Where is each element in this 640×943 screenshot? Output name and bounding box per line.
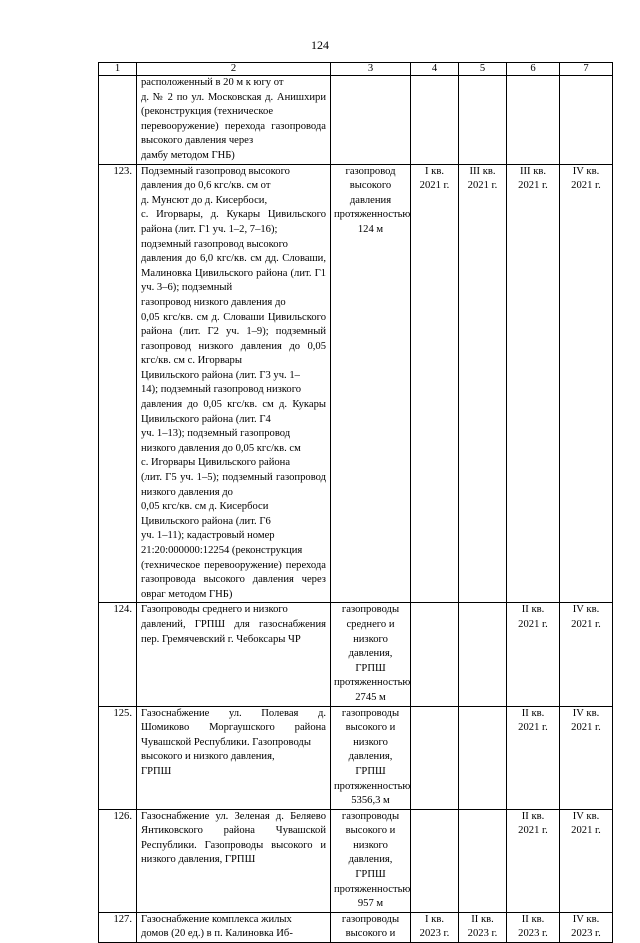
row-number: 126.: [99, 809, 137, 912]
header-cell: 3: [331, 63, 411, 76]
table-row: [99, 706, 613, 809]
row-number: 123.: [99, 164, 137, 603]
header-cell: 4: [411, 63, 459, 76]
date-cell: [411, 603, 459, 706]
object-description: Подземный газопровод высокого давления до 0,6 кгс/кв. см от д. Мунсют до д. Кисербоси, с. Игорвары, д. Кукары Цивильского района (лит. Г1 уч. 1–2, 7–16); подземный газопровод высокого давления до 6,0 кгс/кв. см дд. Словаши, Малиновка Цивильского района (лит. Г1 уч. 3–6); подземный газопровод низкого давления до 0,05 кгс/кв. см д. Словаши Цивильского района (лит. Г2 уч. 1–9); подземный газопровод низкого давления до 0,05 кгс/кв. см с. Игорвары Цивильского района (лит. Г3 уч. 1– 14); подземный газопровод низкого давления до 0,05 кгс/кв. см д. Кукары Цивильского района (лит. Г4 уч. 1–13); подземный газопровод низкого давления до 0,05 кгс/кв. см с. Игорвары Цивильского района (лит. Г5 уч. 1–5); подземный газопровод низкого давления до 0,05 кгс/кв. см д. Кисербоси Цивильского района (лит. Г6 уч. 1–11); кадастровый номер 21:20:000000:12254 (реконструкция (техническое перевооружение) перехода газопровода высокого давления через овраг методом ГНБ): [137, 164, 331, 603]
date-cell: I кв. 2021 г.: [411, 164, 459, 603]
object-description: расположенный в 20 м к югу от д. № 2 по ул. Московская д. Анишхири (реконструкция (техническое перевооружение) перехода газопровода высокого давления через дамбу методом ГНБ): [137, 76, 331, 165]
capacity-cell: газопровод высокого давления протяженностью 124 м: [331, 164, 411, 603]
header-cell: 2: [137, 63, 331, 76]
date-cell: [459, 706, 507, 809]
date-cell: IV кв. 2021 г.: [560, 809, 613, 912]
table-row: [99, 809, 613, 912]
date-cell: II кв. 2021 г.: [507, 603, 560, 706]
date-cell: [459, 603, 507, 706]
object-description: Газоснабжение ул. Полевая д. Шомиково Моргаушского района Чувашской Республики. Газопроводы высокого и низкого давления, ГРПШ: [137, 706, 331, 809]
object-description: Газопроводы среднего и низкого давлений, ГРПШ для газоснабжения пер. Гремячевский г. Чебоксары ЧР: [137, 603, 331, 706]
header-cell: 7: [560, 63, 613, 76]
header-cell: 5: [459, 63, 507, 76]
row-number: 127.: [99, 912, 137, 942]
table-header-row: [99, 63, 613, 76]
date-cell: II кв. 2021 г.: [507, 809, 560, 912]
schedule-table: [98, 62, 613, 943]
date-cell: [411, 706, 459, 809]
date-cell: IV кв. 2021 г.: [560, 164, 613, 603]
date-cell: IV кв. 2021 г.: [560, 706, 613, 809]
object-description: Газоснабжение комплекса жилых домов (20 ед.) в п. Калиновка Иб-: [137, 912, 331, 942]
capacity-cell: [331, 76, 411, 165]
table-row: [99, 76, 613, 165]
date-cell: [459, 809, 507, 912]
date-cell: III кв. 2021 г.: [459, 164, 507, 603]
date-cell: II кв. 2023 г.: [459, 912, 507, 942]
capacity-cell: газопроводы высокого и низкого давления, ГРПШ протяженностью 957 м: [331, 809, 411, 912]
date-cell: III кв. 2021 г.: [507, 164, 560, 603]
row-number: 124.: [99, 603, 137, 706]
table-row: [99, 164, 613, 603]
header-cell: 6: [507, 63, 560, 76]
header-cell: 1: [99, 63, 137, 76]
row-number: 125.: [99, 706, 137, 809]
date-cell: IV кв. 2023 г.: [560, 912, 613, 942]
capacity-cell: газопроводы среднего и низкого давления, ГРПШ протяженностью 2745 м: [331, 603, 411, 706]
table-row: [99, 912, 613, 942]
date-cell: II кв. 2023 г.: [507, 912, 560, 942]
object-description: Газоснабжение ул. Зеленая д. Беляево Янтиковского района Чувашской Республики. Газопроводы высокого и низкого давления, ГРПШ: [137, 809, 331, 912]
date-cell: [411, 809, 459, 912]
date-cell: I кв. 2023 г.: [411, 912, 459, 942]
date-cell: [560, 76, 613, 165]
capacity-cell: газопроводы высокого и низкого давления, ГРПШ протяженностью 5356,3 м: [331, 706, 411, 809]
row-number: [99, 76, 137, 165]
date-cell: [507, 76, 560, 165]
table-row: [99, 603, 613, 706]
date-cell: II кв. 2021 г.: [507, 706, 560, 809]
date-cell: IV кв. 2021 г.: [560, 603, 613, 706]
date-cell: [459, 76, 507, 165]
capacity-cell: газопроводы высокого и: [331, 912, 411, 942]
date-cell: [411, 76, 459, 165]
page-number: 124: [311, 38, 329, 52]
